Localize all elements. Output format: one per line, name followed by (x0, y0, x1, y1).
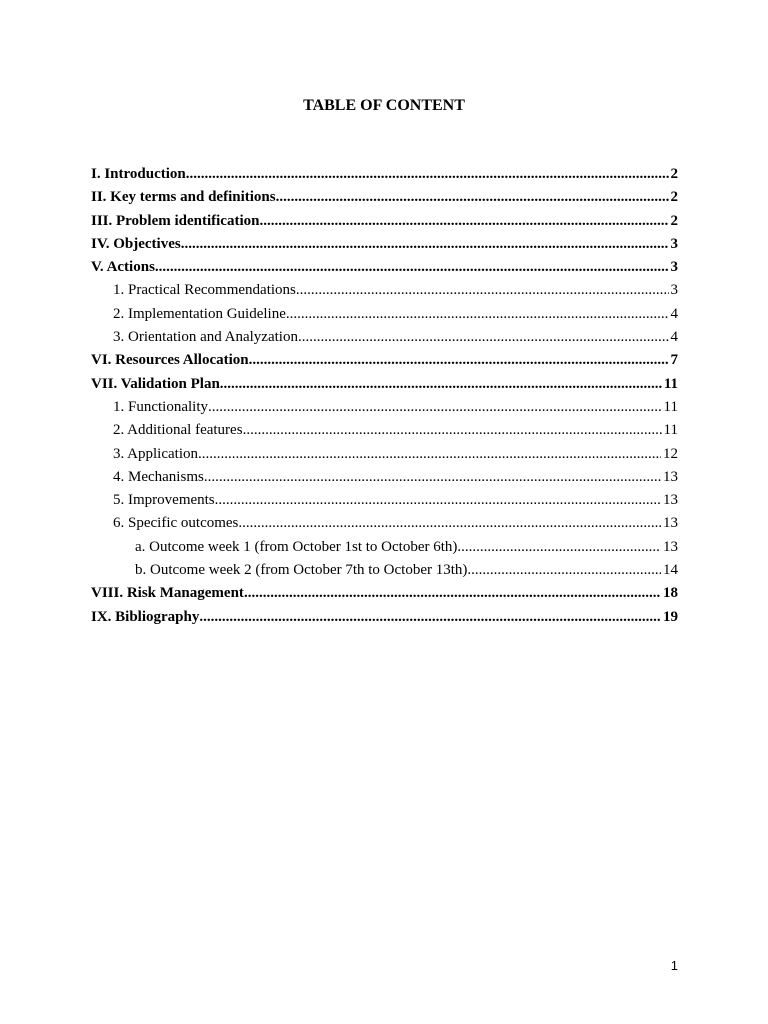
toc-leader-dots (286, 303, 669, 326)
toc-entry[interactable] (91, 233, 678, 256)
toc-leader-dots (204, 466, 661, 489)
toc-entry[interactable] (91, 559, 678, 582)
toc-leader-dots (249, 349, 669, 372)
toc-entry-title: 2. Implementation Guideline (113, 305, 286, 322)
toc-leader-dots (186, 163, 669, 186)
toc-entry-page: 13 (663, 515, 678, 532)
toc-entry-title: II. Key terms and definitions (91, 189, 276, 206)
toc-leader-dots (244, 582, 661, 605)
toc-entry-title: 3. Application (113, 445, 198, 462)
toc-entry-title: 3. Orientation and Analyzation (113, 329, 298, 346)
toc-entry-page: 13 (663, 468, 678, 485)
toc-entry[interactable] (91, 466, 678, 489)
page-number: 1 (670, 958, 678, 973)
toc-entry[interactable] (91, 326, 678, 349)
toc-entry-title: 5. Improvements (113, 492, 215, 509)
toc-entry[interactable] (91, 279, 678, 302)
toc-entry-title: a. Outcome week 1 (from October 1st to October 6th) (135, 538, 458, 555)
toc-leader-dots (467, 559, 661, 582)
toc-entry-title: VIII. Risk Management (91, 585, 244, 602)
toc-leader-dots (238, 512, 661, 535)
toc-entry-title: 2. Additional features (113, 422, 243, 439)
toc-leader-dots (298, 326, 669, 349)
toc-entry[interactable] (91, 303, 678, 326)
toc-entry[interactable] (91, 349, 678, 372)
toc-leader-dots (259, 210, 668, 233)
toc-leader-dots (243, 419, 662, 442)
toc-entry-title: VI. Resources Allocation (91, 352, 249, 369)
toc-entry-page: 3 (670, 259, 678, 276)
toc-entry-title: I. Introduction (91, 166, 186, 182)
toc-entry-page: 11 (663, 398, 678, 415)
toc-entry-title: 4. Mechanisms (113, 468, 204, 485)
toc-entry-title: IV. Objectives (91, 235, 181, 252)
toc-leader-dots (181, 233, 669, 256)
toc-entry[interactable] (91, 186, 678, 209)
toc-entry-page: 11 (663, 375, 678, 392)
toc-entry-page: 7 (670, 352, 678, 369)
toc-entry-title: IX. Bibliography (91, 608, 200, 625)
toc-entry-page: 14 (663, 562, 678, 579)
toc-entry-page: 13 (663, 538, 678, 555)
toc-entry-page: 2 (670, 166, 678, 182)
toc-entry[interactable] (91, 256, 678, 279)
toc-entry[interactable] (91, 419, 678, 442)
toc-leader-dots (199, 606, 661, 629)
toc-entry[interactable] (91, 582, 678, 605)
toc-entry[interactable] (91, 536, 678, 559)
toc-entry-page: 3 (670, 235, 678, 252)
toc-leader-dots (276, 186, 669, 209)
toc-entry[interactable] (91, 396, 678, 419)
toc-leader-dots (208, 396, 662, 419)
toc-entry-page: 2 (670, 189, 678, 206)
toc-entry-page: 12 (663, 445, 678, 462)
toc-entry-page: 18 (663, 585, 678, 602)
toc-entry[interactable] (91, 606, 678, 629)
toc-entry-title: 1. Functionality (113, 398, 208, 415)
page-title: TABLE OF CONTENT (303, 97, 465, 114)
toc-entry-page: 4 (670, 305, 678, 322)
toc-entry-page: 19 (663, 608, 678, 625)
toc-entry[interactable] (91, 163, 678, 186)
toc-entry-title: b. Outcome week 2 (from October 7th to October 13th) (135, 562, 468, 579)
toc-leader-dots (198, 443, 661, 466)
toc-entry[interactable] (91, 443, 678, 466)
toc-entry-title: III. Problem identification (91, 212, 260, 229)
toc-leader-dots (215, 489, 661, 512)
toc-leader-dots (457, 536, 661, 559)
toc-entry[interactable] (91, 512, 678, 535)
toc-entry[interactable] (91, 489, 678, 512)
table-of-contents (91, 163, 678, 629)
toc-entry-title: VII. Validation Plan (91, 375, 220, 392)
toc-entry-page: 11 (663, 422, 678, 439)
toc-entry-page: 13 (663, 492, 678, 509)
toc-entry[interactable] (91, 373, 678, 396)
toc-leader-dots (296, 279, 669, 302)
toc-entry-page: 2 (670, 212, 678, 229)
toc-entry-title: 1. Practical Recommendations (113, 282, 296, 299)
toc-leader-dots (155, 256, 669, 279)
toc-entry[interactable] (91, 210, 678, 233)
toc-entry-page: 3 (670, 282, 678, 299)
toc-leader-dots (220, 373, 662, 396)
toc-entry-page: 4 (670, 329, 678, 346)
toc-entry-title: 6. Specific outcomes (113, 515, 239, 532)
toc-entry-title: V. Actions (91, 259, 155, 276)
